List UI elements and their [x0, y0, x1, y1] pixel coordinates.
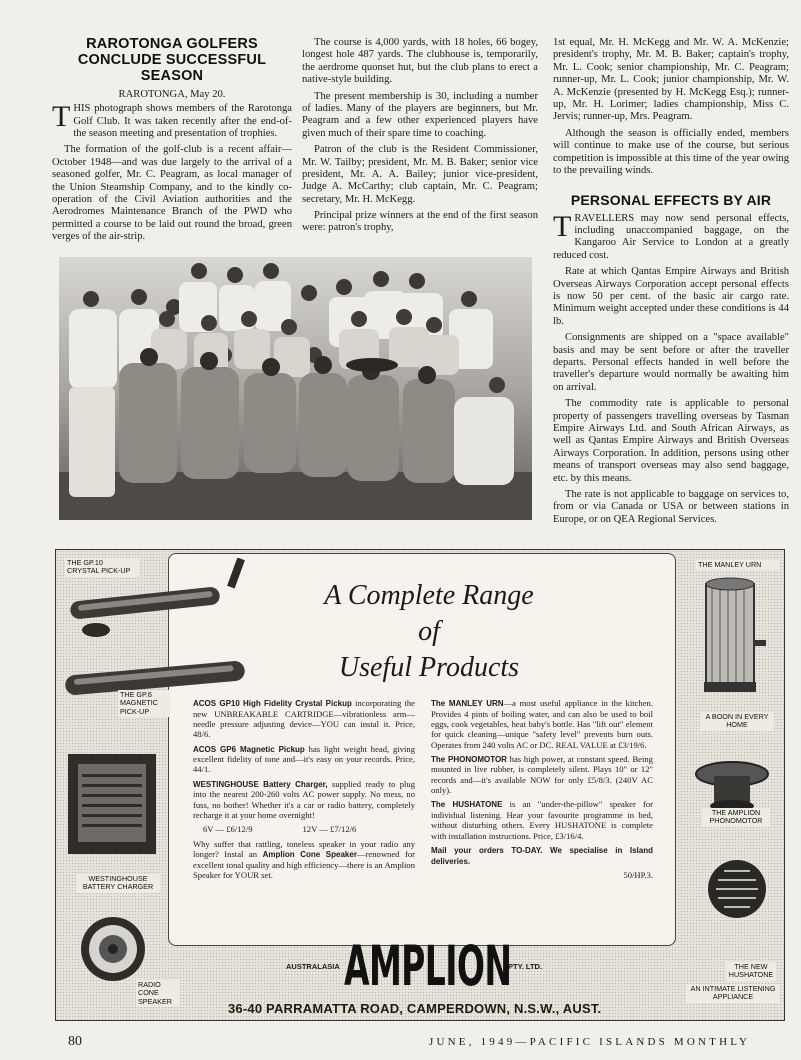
paragraph: TRAVELLERS may now send personal effects, including unaccompanied baggage, on the Kangaroo Air Service to London at a greatly reduced cost.: [553, 209, 789, 261]
label-boon: A BOON IN EVERY HOME: [700, 712, 774, 731]
phonomotor-description: The PHONOMOTOR has high power, at constant speed. Being mounted in live rubber, is completely silent. Plays 10" or 12" records and—it's available NOW for only £5/8/3. (240V AC only).: [431, 753, 653, 796]
paragraph: The commodity rate is applicable to personal property of passengers travelling overseas by Tasman Empire Airways Ltd. and South African Airways, as well as Qantas Empire Airways and British Overseas Airways Corporation. In addition, persons using other means of transport overseas may also send baggage, etc. by this means.: [553, 398, 789, 484]
drop-cap: T: [553, 209, 572, 243]
urn-drawing: [696, 570, 768, 704]
drop-cap: T: [52, 100, 71, 134]
address-line: 36-40 PARRAMATTA ROAD, CAMPERDOWN, N.S.W., AUST.: [228, 1001, 602, 1016]
article-column-1: [52, 37, 292, 248]
australasia-text: AUSTRALASIA: [286, 962, 340, 971]
article-column-2: [302, 37, 538, 239]
page-number: 80: [68, 1034, 82, 1049]
label-urn: THE MANLEY URN: [696, 560, 780, 570]
label-charger: WESTINGHOUSE BATTERY CHARGER: [76, 874, 160, 893]
sun-hat: [346, 358, 398, 372]
label-speaker: RADIO CONE SPEAKER: [136, 980, 180, 1007]
urn-description: The MANLEY URN—a most useful appliance in the kitchen. Provides 4 pints of boiling water, and can also be used to boil eggs, cook vegetables, heat baby's bottle. Has "lift out" element for quick cleaning—unique "safety level" prevents burn outs. Operates from 240 volts AC or DC. REAL VALUE at £3/19/6.: [431, 698, 653, 750]
speaker-description: Why suffer that rattling, toneless speaker in your radio any longer? Instal an Amplion Cone Speaker—renowned for excellent tonal quality and high efficiency—there is an Amplion Speaker for YOUR set.: [193, 838, 415, 880]
gp6-description: ACOS GP6 Magnetic Pickup has light weight head, giving excellent fidelity of tone and—it's easy on your records. Price, 44/1.: [193, 743, 415, 775]
issue-line: JUNE, 1949—PACIFIC ISLANDS MONTHLY: [429, 1036, 751, 1048]
ad-headline-line3: Useful Products: [338, 652, 520, 683]
crystal-pickup-drawing: [60, 558, 250, 708]
paragraph: THIS photograph shows members of the Rarotonga Golf Club. It was taken recently after the end-of-the season meeting and presentation of trophies.: [52, 100, 292, 139]
ad-left-column: [193, 698, 415, 884]
amplion-logo: AMPLION: [344, 934, 512, 998]
mail-orders: Mail your orders TO-DAY. We specialise in Island deliveries.: [431, 845, 653, 866]
charger-description: WESTINGHOUSE Battery Charger, supplied ready to plug into the nearest 200-260 volts AC power supply. No mess, no fuss, no bother! Whether it's a car or radio battery, completely recharge it at your home overnight!: [193, 778, 415, 820]
charger-prices: 6V — £6/12/9 12V — £7/12/6: [203, 824, 357, 835]
pty-ltd-text: PTY. LTD.: [508, 962, 543, 971]
hushatone-drawing: [706, 858, 768, 920]
battery-charger-drawing: [64, 750, 160, 860]
article-column-3: [553, 37, 789, 530]
ad-right-column: [431, 698, 653, 884]
label-gp10: THE GP.10 CRYSTAL PICK-UP: [65, 558, 139, 577]
paragraph: The present membership is 30, including a number of ladies. Many of the players are beginners, but Mr. Peagram and a few other experienced players have given much of their spare time to coaching.: [302, 90, 538, 139]
hushatone-description: The HUSHATONE is an "under-the-pillow" speaker for individual listening. Hear your favourite programme in bed, without disturbing others. Every HUSHATONE is complete with installation instructions. Price, £3/16/4.: [431, 799, 654, 841]
headline-personal-effects: PERSONAL EFFECTS BY AIR: [570, 192, 772, 209]
ad-headline-line2: of: [418, 616, 440, 647]
label-intimate: AN INTIMATE LISTENING APPLIANCE: [686, 984, 780, 1003]
paragraph: The course is 4,000 yards, with 18 holes, 66 bogey, longest hole 487 yards. The clubhouse is, temporarily, the aerdrome quonset hut, but the club plans to erect a native-style building.: [302, 37, 538, 86]
paragraph: Although the season is officially ended, members will continue to make use of the course, but serious competition is impossible at this time of the year owing to the prevailing winds.: [553, 127, 789, 176]
dateline: RAROTONGA, May 20.: [118, 88, 226, 100]
headline-golfers: RAROTONGA GOLFERS CONCLUDE SUCCESSFUL SEASON: [77, 36, 267, 84]
paragraph: Consignments are shipped on a "space available" basis and may be sent before or after the traveller departs. Personal effects handed in well before the traveller's departure would normally be awaiting him on arrival.: [553, 332, 789, 393]
ad-headline-line1: A Complete Range: [324, 580, 534, 611]
phonomotor-drawing: [692, 754, 772, 814]
paragraph: Principal prize winners at the end of the first season were: patron's trophy,: [302, 210, 538, 234]
paragraph: 1st equal, Mr. H. McKegg and Mr. W. A. McKenzie; president's trophy, Mr. M. B. Baker; captain's trophy, Mr. L. Cook; senior championship, Mr. C. Peagram; runner-up, Mr. L. Cook; junior championship, Mr. W. A. McKenzie (presented by H. McKegg Esq.); runner-up, Mr. H. Lorimer; ladies championship, Miss C. Jervis; runner-up, Mrs. Peagram.: [553, 37, 789, 123]
paragraph: Rate at which Qantas Empire Airways and British Overseas Airways Corporation accept personal effects is now 50 per cent. of the basic air cargo rate. Minimum weight accepted under these conditions is 44 lb.: [553, 266, 789, 327]
speaker-icon: [78, 914, 148, 984]
label-phonomotor: THE AMPLION PHONOMOTOR: [702, 808, 770, 827]
paragraph: The rate is not applicable to baggage on services to, from or via Canada or USA or between stations in Europe, or on QEA Regional Services.: [553, 488, 789, 525]
label-hushatone: THE NEW HUSHATONE: [726, 962, 776, 981]
ad-code: 50/HP.3.: [623, 870, 653, 881]
paragraph: The formation of the golf-club is a recent affair—October 1948—and was due largely to the arrival of a seasoned golfer, Mr. C. Peagram, as local manager of the Union Steamship Company, and to the kindly co-operation of the Civil Aviation authorities and the Aerodromes Maintenance Branch of the PWD who permitted a course to be laid out round the broad, green verges of the air-strip.: [52, 144, 292, 243]
photo-illustration: [59, 257, 532, 520]
paragraph: Patron of the club is the Resident Commissioner, Mr. W. Tailby; president, Mr. M. B. Baker; senior vice president, Mr. A. A. Bailey; junior vice-president, Judge A. McCarthy; club captain, Mr. C. Peagram; secretary, Mr. H. McKegg.: [302, 144, 538, 205]
label-gp6: THE GP.6 MAGNETIC PICK-UP: [118, 690, 170, 717]
golf-club-photograph: [59, 257, 532, 520]
gp10-description: ACOS GP10 High Fidelity Crystal Pickup incorporating the new UNBREAKABLE CARTRIDGE—vibrationless arm—needle pressure adjusting device—YOU can instal it. Price, 48/6.: [193, 698, 415, 740]
